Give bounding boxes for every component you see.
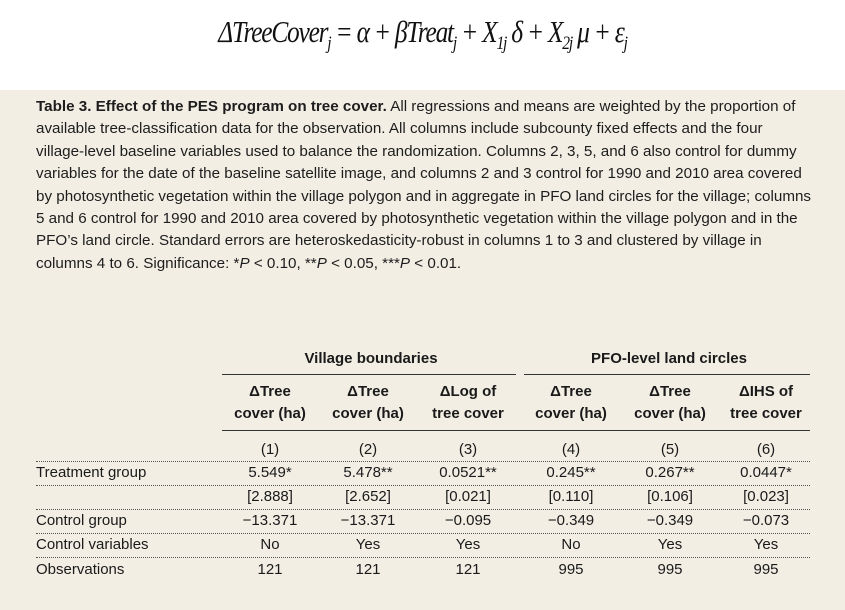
regression-equation (76, 14, 769, 55)
column-number: (1) (260, 441, 280, 458)
row-label: Control group (36, 512, 127, 529)
table-cell: 121 (355, 561, 381, 578)
column-header (418, 381, 518, 425)
row-divider (36, 461, 810, 462)
table-cell: 0.245** (546, 464, 596, 481)
equation-sub: 1j (496, 33, 507, 55)
column-header-line: cover (ha) (234, 405, 306, 422)
caption-text: < 0.01. (410, 254, 462, 272)
caption-p: P (239, 254, 250, 272)
caption-p: P (316, 254, 327, 272)
table-cell: [2.888] (247, 488, 293, 505)
table-cell: −0.349 (547, 512, 595, 529)
equation-term: δ + X (506, 14, 563, 49)
table-cell: [0.110] (548, 488, 594, 505)
table-cell: 0.267** (645, 464, 695, 481)
equation-term: + X (455, 14, 497, 49)
column-number: (3) (458, 441, 478, 458)
equation-sub: 2j (562, 33, 572, 55)
column-header-line: ΔIHS of (738, 383, 794, 400)
column-header-line: ΔTree (550, 383, 592, 400)
column-header-line: cover (ha) (634, 405, 706, 422)
table-cell: −0.349 (646, 512, 694, 529)
column-number: (2) (358, 441, 378, 458)
row-label: Control variables (36, 536, 149, 553)
caption-text: All regressions and means are weighted by the proportion of available tree-classification data for the observation. All columns include subcounty fixed effects and the four village-level baseline variables used to balance the randomization. Columns 2, 3, 5, and 6 also control for dummy variables for the date of the baseline satellite image, and columns 2 and 3 control for 1990 and 2010 area covered by photosynthetic vegetation within the village polygon and in aggregate in PFO land circles for the village; columns 5 and 6 control for 1990 and 2010 area covered by photosynthetic vegetation within the village polygon and in the PFO’s land circle. Standard errors are heteroskedasticity-robust in columns 1 to 3 and clustered by village in columns 4 to 6. Significance: * (36, 98, 812, 272)
row-label: Treatment group (36, 464, 147, 481)
row-divider (36, 557, 810, 558)
column-header-line: ΔLog of (439, 383, 497, 400)
column-header-line: ΔTree (649, 383, 691, 400)
table-cell: 5.478** (343, 464, 393, 481)
row-divider (36, 533, 810, 534)
header-rule (222, 430, 810, 431)
equation-sub: j (327, 33, 331, 55)
equation-lhs: ΔTreeCover (218, 14, 328, 49)
table-cell: 995 (657, 561, 683, 578)
table-cell: −13.371 (242, 512, 298, 529)
table-cell: Yes (455, 536, 481, 553)
table-cell: −0.095 (444, 512, 492, 529)
table-cell: −0.073 (742, 512, 790, 529)
caption-text: < 0.10, ** (249, 254, 317, 272)
column-header (622, 381, 718, 425)
column-header-line: ΔTree (347, 383, 389, 400)
table-cell: [0.023] (743, 488, 789, 505)
table-cell: 995 (753, 561, 779, 578)
table-cell: 0.0521** (439, 464, 497, 481)
column-number: (5) (660, 441, 680, 458)
row-divider (36, 509, 810, 510)
table-cell: 0.0447* (740, 464, 792, 481)
column-number: (6) (756, 441, 776, 458)
caption-title: Table 3. Effect of the PES program on tree cover. (36, 98, 387, 115)
group-rule (524, 374, 810, 375)
equation-term: = α + βTreat (330, 14, 453, 49)
group-rule (222, 374, 516, 375)
table-cell: Yes (355, 536, 381, 553)
column-header-line: cover (ha) (332, 405, 404, 422)
table-cell: 121 (455, 561, 481, 578)
column-header (222, 381, 318, 425)
table-cell: −13.371 (340, 512, 396, 529)
table-cell: No (260, 536, 280, 553)
table-cell: [0.021] (445, 488, 491, 505)
equation-sub: j (623, 33, 627, 55)
table-cell: Yes (753, 536, 779, 553)
row-divider (36, 485, 810, 486)
table-cell: 5.549* (248, 464, 292, 481)
row-label: Observations (36, 561, 125, 578)
table-cell: No (561, 536, 581, 553)
column-header-line: tree cover (432, 405, 504, 422)
caption-p: P (399, 254, 411, 272)
equation-term: μ + ε (571, 14, 624, 49)
table-cell: 121 (257, 561, 283, 578)
table-cell: 995 (558, 561, 584, 578)
column-header-line: tree cover (730, 405, 802, 422)
column-header-line: ΔTree (249, 383, 291, 400)
table-cell: [2.652] (345, 488, 391, 505)
column-header-line: cover (ha) (535, 405, 607, 422)
table-cell: [0.106] (647, 488, 693, 505)
caption-text: < 0.05, *** (326, 254, 400, 272)
column-header (718, 381, 814, 425)
column-header (320, 381, 416, 425)
group-header-village: Village boundaries (304, 350, 438, 367)
equation-sub: j (452, 33, 456, 55)
group-header-pfo: PFO-level land circles (591, 350, 747, 367)
table-caption (36, 96, 814, 275)
column-header (522, 381, 620, 425)
column-number: (4) (561, 441, 581, 458)
table-cell: Yes (657, 536, 683, 553)
